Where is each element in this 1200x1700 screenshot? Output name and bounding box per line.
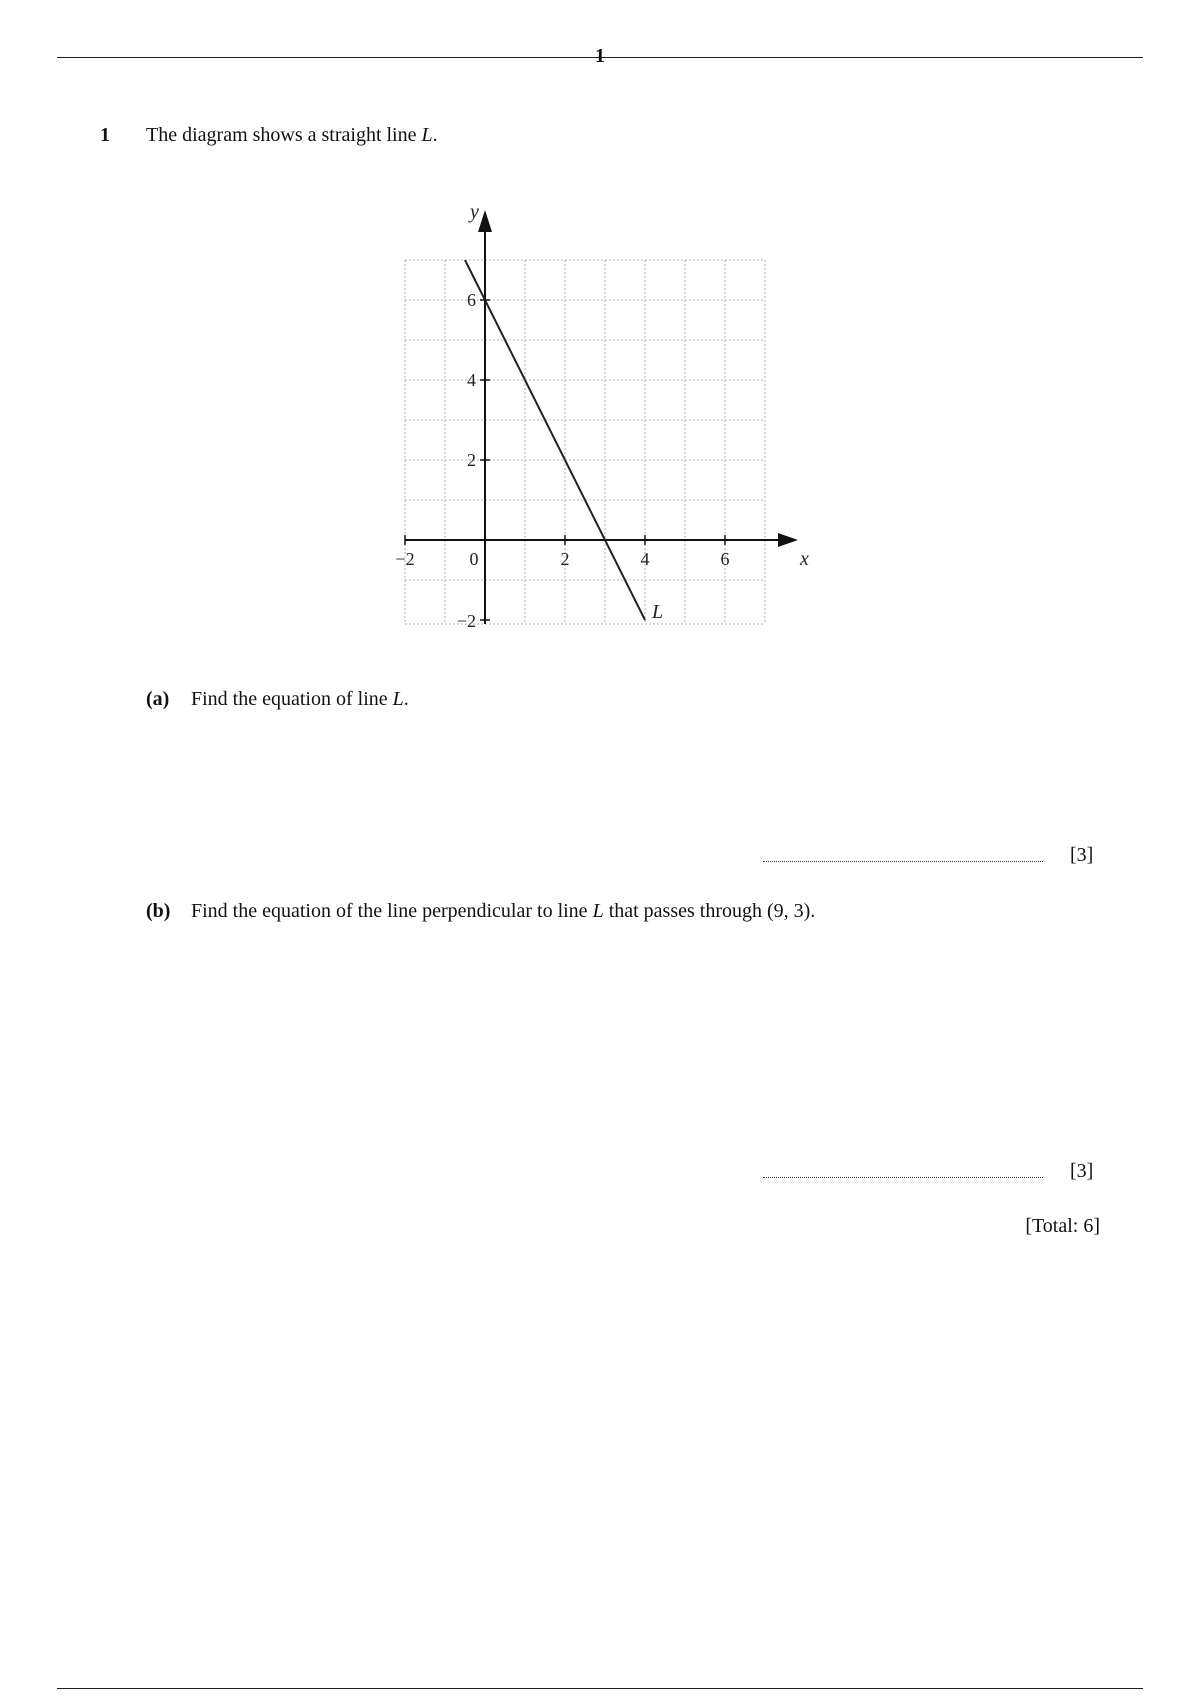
footer-rule [57, 1688, 1143, 1689]
x-axis-label: x [800, 548, 809, 570]
y-axis-arrow-icon [478, 210, 492, 232]
part-a-text-pre: Find the equation of line [191, 688, 393, 710]
y-tick-label-6: 6 [467, 290, 476, 310]
x-axis-arrow-icon [778, 533, 798, 547]
part-a-var: L [392, 688, 404, 710]
question-intro-text: The diagram shows a straight line [146, 124, 422, 146]
question-intro [146, 124, 438, 147]
part-a-text-post: . [403, 688, 409, 710]
part-b-label: (b) [146, 900, 171, 922]
x-tick-label-2: 2 [560, 549, 570, 569]
y-axis-label: y [470, 201, 479, 223]
part-b-text [191, 900, 815, 923]
y-tick-label-neg2: −2 [456, 611, 476, 631]
part-b-text-post: that passes through (9, 3). [603, 900, 816, 922]
y-tick-label-2: 2 [467, 450, 476, 470]
origin-label: 0 [469, 549, 479, 569]
line-L [465, 260, 645, 620]
part-a-marks: [3] [1070, 844, 1094, 866]
x-tick-label-neg2: −2 [395, 549, 415, 569]
question-number: 1 [100, 124, 110, 146]
part-b-text-pre: Find the equation of the line perpendicular to line [191, 900, 593, 922]
y-tick-label-4: 4 [467, 370, 476, 390]
page-number: 1 [595, 45, 605, 67]
x-tick-label-6: 6 [720, 549, 730, 569]
part-a-label: (a) [146, 688, 170, 710]
part-b-answer-line[interactable] [763, 1177, 1043, 1178]
x-tick-label-4: 4 [640, 549, 650, 569]
part-a-answer-line[interactable] [763, 861, 1043, 862]
line-graph [390, 200, 810, 640]
part-a-text [191, 688, 409, 711]
part-b-var: L [592, 900, 604, 922]
part-b-marks: [3] [1070, 1160, 1094, 1182]
question-intro-end: . [432, 124, 438, 146]
line-L-label: L [652, 601, 664, 623]
total-marks: [Total: 6] [1025, 1215, 1100, 1237]
grid [405, 260, 765, 624]
question-line-name: L [421, 124, 433, 146]
